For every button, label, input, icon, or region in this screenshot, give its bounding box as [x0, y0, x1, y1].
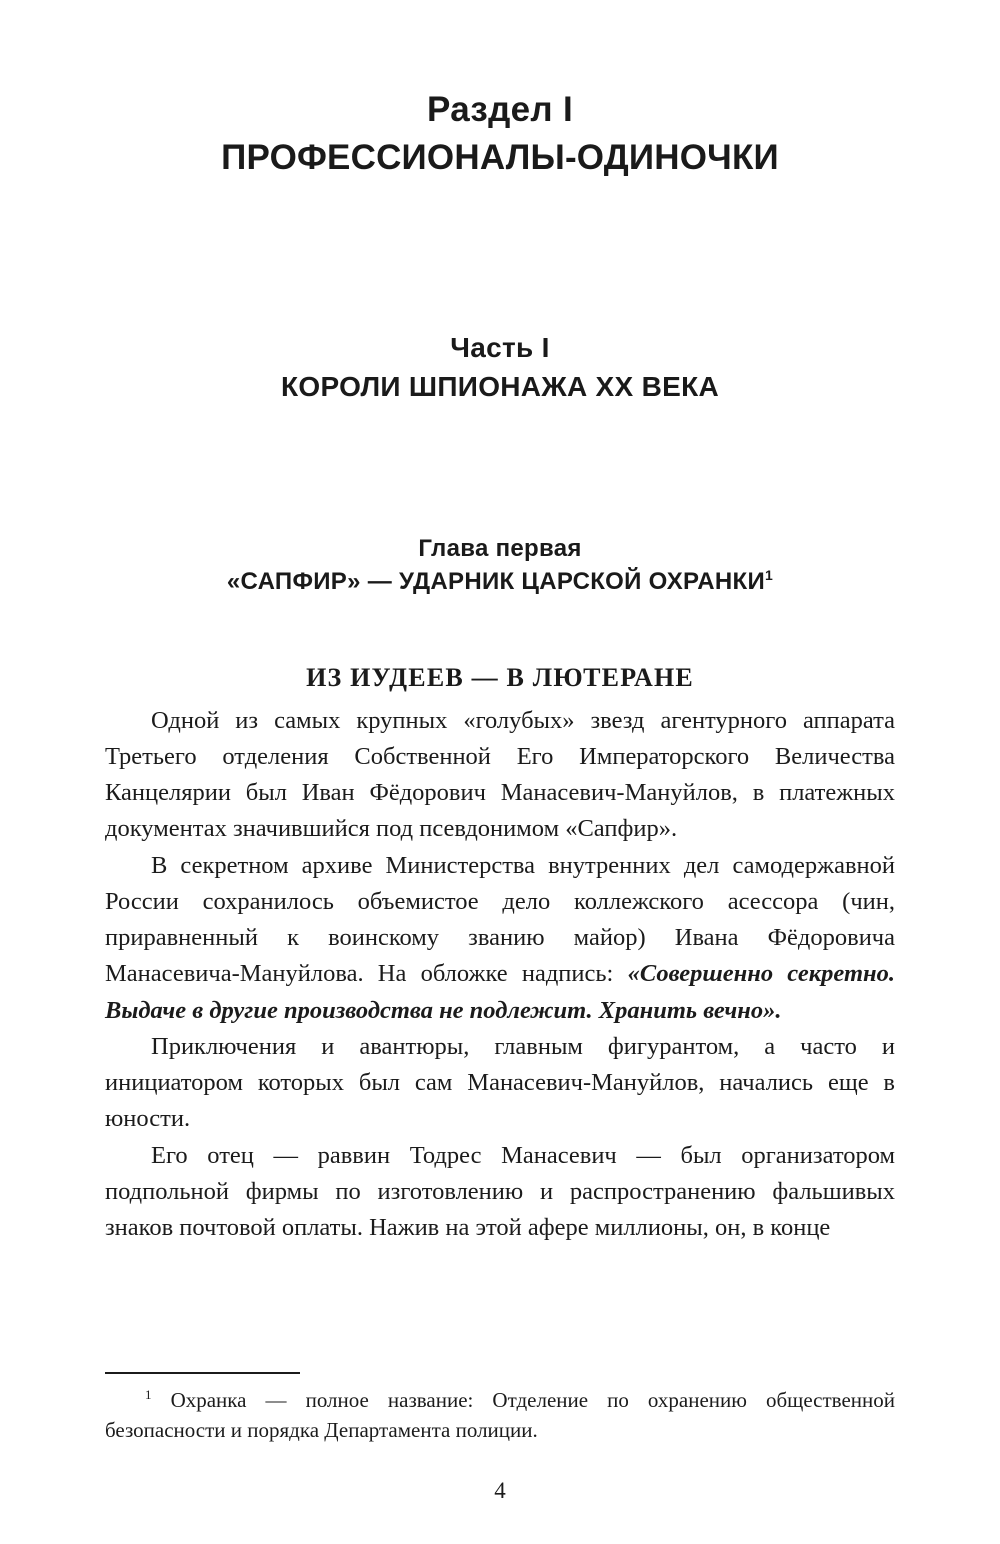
part-title: Часть I	[450, 331, 550, 363]
footnote	[105, 1372, 895, 1446]
subheading: ИЗ ИУДЕЕВ — В ЛЮТЕРАНЕ	[306, 662, 694, 692]
part-name: КОРОЛИ ШПИОНАЖА XX ВЕКА	[281, 370, 719, 402]
footnote-text	[105, 1386, 895, 1446]
body-content	[105, 663, 895, 1247]
paragraph: Одной из самых крупных «голубых» звезд агентурного аппарата Третьего отделения Собственной Его Императорского Величества Канцелярии был Иван Фёдорович Манасевич-Мануйлов, в платежных документах значившийся под псевдонимом «Сапфир».	[105, 706, 895, 843]
chapter-name-text: «САПФИР» — УДАРНИК ЦАРСКОЙ ОХРАНКИ	[226, 567, 765, 595]
paragraph-text: В секретном архиве Министерства внутренних дел самодержавной России сохранилось объемистое дело коллежского асессора (чин, приравненный к воинскому званию майор) Ивана Фёдоровича Манасевича-Мануйлова. На обложке надпись:	[105, 851, 895, 988]
section-title: Раздел I	[427, 90, 573, 129]
section-name: ПРОФЕССИОНАЛЫ-ОДИНОЧКИ	[221, 137, 779, 177]
chapter-heading	[0, 534, 1000, 597]
paragraph: Его отец — раввин Тодрес Манасевич — был организатором подпольной фирмы по изготовлению и распространению фальшивых знаков почтовой оплаты. Нажив на этой афере миллионы, он, в конце	[105, 1141, 895, 1241]
footnote-marker: 1	[145, 1387, 152, 1402]
footnote-reference-marker: 1	[765, 566, 774, 583]
part-heading	[0, 330, 1000, 404]
emphasized-quote: «Совершенно секретно. Выдаче в другие производства не подлежит. Хранить вечно».	[105, 960, 895, 1024]
footnote-separator	[105, 1372, 300, 1374]
page-number: 4	[494, 1478, 506, 1503]
paragraph: Приключения и авантюры, главным фигурантом, а часто и инициатором которых был сам Манасевич-Мануйлов, начались еще в юности.	[105, 1032, 895, 1133]
paragraph	[105, 848, 895, 1029]
chapter-title: Глава первая	[418, 534, 582, 562]
chapter-name	[0, 567, 1000, 597]
section-heading	[0, 88, 1000, 180]
footnote-body: Охранка — полное название: Отделение по охранению общественной безопасности и порядка Департамента полиции.	[105, 1388, 896, 1442]
